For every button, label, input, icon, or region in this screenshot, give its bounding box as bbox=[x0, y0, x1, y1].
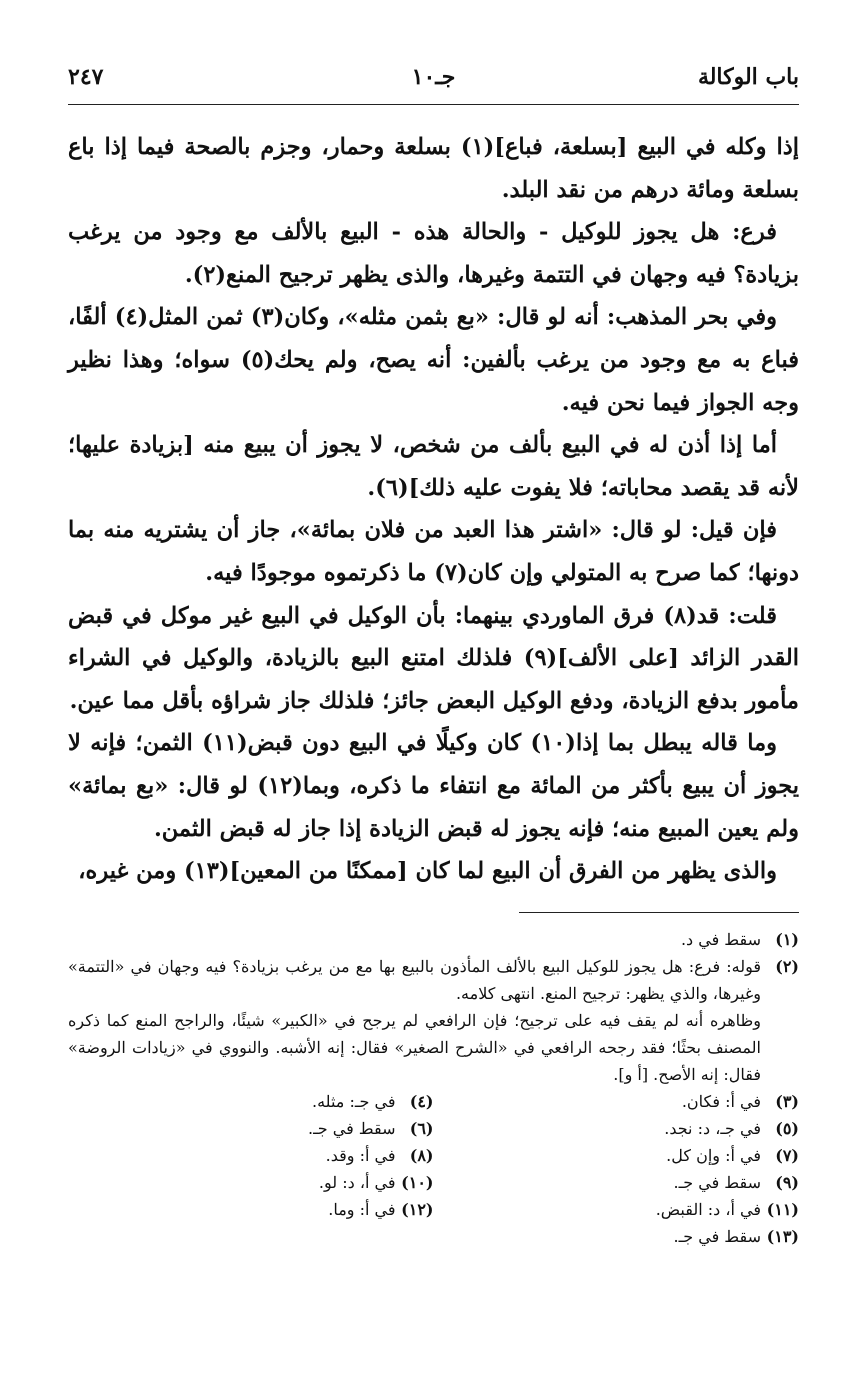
footnote-text: قوله: فرع: هل يجوز للوكيل البيع بالألف المأذون بالبيع بها مع من يرغب بزيادة؟ فيه وجهان في «التتمة» وغيرها، والذي يظهر: ترجيح المنع. انتهى كلامه. bbox=[68, 957, 761, 1003]
footnote-number: (١٠) bbox=[401, 1173, 434, 1192]
footnote bbox=[194, 1142, 434, 1169]
footnote bbox=[194, 1169, 434, 1196]
main-text bbox=[68, 126, 799, 893]
paragraph: وفي بحر المذهب: أنه لو قال: «بع بثمن مثله»، وكان(٣) ثمن المثل(٤) ألفًا، فباع به مع وجود من يرغب بألفين: أنه يصح، ولم يحك(٥) سواه؛ وهذا نظير وجه الجواز فيما نحن فيه. bbox=[68, 304, 799, 416]
footnote-number: (١) bbox=[775, 930, 799, 949]
page-header bbox=[68, 62, 799, 98]
footnote bbox=[559, 1223, 799, 1250]
footnote-number: (٤) bbox=[409, 1092, 434, 1111]
footnote-text: في جـ: مثله. bbox=[312, 1092, 396, 1111]
footnote bbox=[559, 1196, 799, 1223]
footnote-number: (١٢) bbox=[401, 1200, 434, 1219]
page-number: ٢٤٧ bbox=[68, 64, 104, 90]
footnote-number: (٧) bbox=[775, 1146, 799, 1165]
footnote-number: (٢) bbox=[775, 957, 799, 976]
paragraph: والذى يظهر من الفرق أن البيع لما كان [ممكنًا من المعين](١٣) ومن غيره، bbox=[78, 858, 777, 885]
footnote-text: سقط في جـ. bbox=[673, 1173, 761, 1192]
footnote-text: سقط في جـ. bbox=[673, 1227, 761, 1246]
footnote-text: في أ: وإن كل. bbox=[666, 1146, 761, 1165]
footnote-number: (١٣) bbox=[766, 1227, 799, 1246]
footnote-text: في أ: فكان. bbox=[681, 1092, 761, 1111]
footnote bbox=[194, 1196, 434, 1223]
footnote-grid bbox=[68, 1088, 799, 1250]
footnote bbox=[194, 1115, 434, 1142]
footnote-rule bbox=[519, 912, 799, 913]
paragraph: أما إذا أذن له في البيع بألف من شخص، لا يجوز أن يبيع منه [بزيادة عليها؛ لأنه قد يقصد محاباته؛ فلا يفوت عليه ذلك](٦). bbox=[68, 432, 799, 501]
header-rule bbox=[68, 104, 799, 105]
footnotes bbox=[68, 926, 799, 1250]
footnote-text: وظاهره أنه لم يقف فيه على ترجيح؛ فإن الرافعي لم يرجح في «الكبير» شيئًا، والراجح المنع كما ذكره المصنف بحثًا؛ فقد رجحه الرافعي في «الشرح الصغير» فقال: إنه الأشبه. والنووي في «زيادات الروضة» فقال: إنه الأصح. [أ و]. bbox=[68, 1011, 761, 1084]
footnote-text: في أ: وقد. bbox=[325, 1146, 396, 1165]
footnote bbox=[559, 1169, 799, 1196]
footnote bbox=[68, 926, 799, 953]
chapter-title: باب الوكالة bbox=[697, 64, 799, 90]
footnote-text: في جـ، د: نجد. bbox=[664, 1119, 761, 1138]
volume-label: جـ١٠ bbox=[411, 64, 456, 90]
paragraph: فرع: هل يجوز للوكيل - والحالة هذه - البيع بالألف مع وجود من يرغب بزيادة؟ فيه وجهان في التتمة وغيرها، والذى يظهر ترجيح المنع(٢). bbox=[68, 219, 799, 288]
footnote-number: (٥) bbox=[775, 1119, 799, 1138]
footnote-text: سقط في د. bbox=[680, 930, 761, 949]
footnote-number: (٦) bbox=[409, 1119, 434, 1138]
footnote-text: سقط في جـ. bbox=[307, 1119, 396, 1138]
footnote-text: في أ، د: لو. bbox=[318, 1173, 396, 1192]
footnote bbox=[559, 1115, 799, 1142]
footnote-number: (٣) bbox=[775, 1092, 799, 1111]
footnote-body bbox=[68, 953, 761, 1088]
paragraph: إذا وكله في البيع [بسلعة، فباع](١) بسلعة وحمار، وجزم بالصحة فيما إذا باع بسلعة ومائة درهم من نقد البلد. bbox=[68, 134, 799, 203]
footnote bbox=[68, 953, 799, 1088]
footnote bbox=[559, 1088, 799, 1115]
paragraph: فإن قيل: لو قال: «اشتر هذا العبد من فلان بمائة»، جاز أن يشتريه منه بما دونها؛ كما صرح به المتولي وإن كان(٧) ما ذكرتموه موجودًا فيه. bbox=[68, 517, 799, 586]
footnote bbox=[194, 1088, 434, 1115]
footnote bbox=[559, 1142, 799, 1169]
footnote-text: في أ، د: القبض. bbox=[655, 1200, 761, 1219]
paragraph: وما قاله يبطل بما إذا(١٠) كان وكيلًا في البيع دون قبض(١١) الثمن؛ فإنه لا يجوز أن يبيع بأكثر من المائة مع انتفاء ما ذكره، وبما(١٢) لو قال: «بع بمائة» ولم يعين المبيع منه؛ فإنه يجوز له قبض الزيادة إذا جاز له قبض الثمن. bbox=[68, 730, 799, 842]
footnote-number: (٨) bbox=[409, 1146, 434, 1165]
paragraph: قلت: قد(٨) فرق الماوردي بينهما: بأن الوكيل في البيع غير موكل في قبض القدر الزائد [على الألف](٩) فلذلك امتنع البيع بالزيادة، والوكيل في الشراء مأمور بدفع الزيادة، ودفع الوكيل البعض جائز؛ فلذلك جاز شراؤه بأقل مما عين. bbox=[68, 602, 799, 714]
footnote-number: (١١) bbox=[766, 1200, 799, 1219]
footnote-text: في أ: وما. bbox=[328, 1200, 396, 1219]
footnote-number: (٩) bbox=[775, 1173, 799, 1192]
